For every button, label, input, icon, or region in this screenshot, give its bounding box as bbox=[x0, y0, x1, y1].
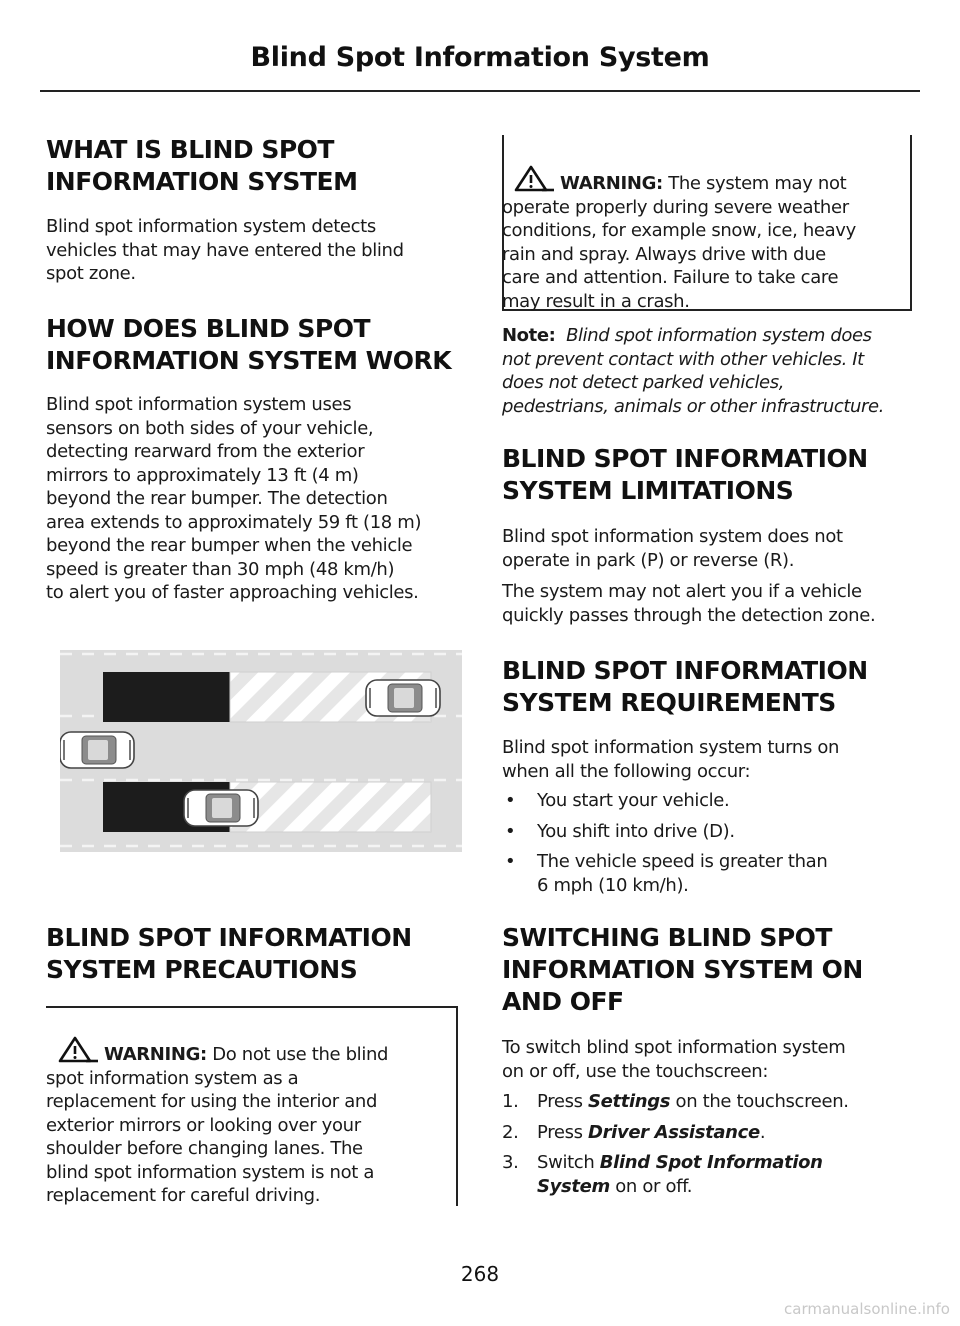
requirements-list bbox=[502, 789, 918, 904]
warning-text-right: WARNING: The system may not operate properly during severe weather conditions, for example snow, ice, heavy rain and spray. Always drive with due care and attention. Failure to take care may result in a crash. bbox=[502, 165, 910, 313]
step-2: 2. Press Driver Assistance. bbox=[502, 1121, 766, 1143]
warning-box-left bbox=[46, 1006, 458, 1206]
switching-steps bbox=[502, 1090, 918, 1205]
warning-right-rule bbox=[910, 135, 912, 311]
car-in-blind-spot-lower bbox=[184, 790, 258, 826]
heading-switching: SWITCHING BLIND SPOT INFORMATION SYSTEM ON AND OFF bbox=[502, 923, 863, 1016]
heading-requirements: BLIND SPOT INFORMATION SYSTEM REQUIREMENTS bbox=[502, 656, 868, 717]
host-vehicle bbox=[60, 732, 134, 768]
warning-top-rule bbox=[46, 1006, 458, 1008]
heading-precautions: BLIND SPOT INFORMATION SYSTEM PRECAUTIONS bbox=[46, 923, 412, 984]
heading-limitations: BLIND SPOT INFORMATION SYSTEM LIMITATIONS bbox=[502, 444, 868, 505]
warning-box-right bbox=[502, 135, 912, 311]
step-1: 1. Press Settings on the touchscreen. bbox=[502, 1091, 849, 1112]
list-item: • The vehicle speed is greater than 6 mph (10 km/h). bbox=[505, 851, 828, 896]
warning-text-left: WARNING: Do not use the blind spot information system as a replacement for using the interior and exterior mirrors or looking over your shoulder before changing lanes. The blind spot information system is not a replacement for careful driving. bbox=[46, 1036, 456, 1208]
paragraph-switching: To switch blind spot information system on or off, use the touchscreen: bbox=[502, 1037, 846, 1082]
paragraph-limitations-2: The system may not alert you if a vehicle quickly passes through the detection zone. bbox=[502, 581, 876, 626]
paragraph-how-does: Blind spot information system uses sensors on both sides of your vehicle, detecting rearward from the exterior mirrors to approximately 13 ft (4 m) beyond the rear bumper. The detection area extends to approximately 59 ft (18 m) beyond the rear bumper when the vehicle speed is greater than 30 mph (48 km/h) to alert you of faster approaching vehicles. bbox=[46, 394, 422, 603]
warning-triangle-icon bbox=[514, 165, 554, 193]
page-number: 268 bbox=[460, 1262, 500, 1286]
heading-how-does: HOW DOES BLIND SPOT INFORMATION SYSTEM WORK bbox=[46, 314, 452, 375]
paragraph-what-is: Blind spot information system detects vehicles that may have entered the blind spot zone. bbox=[46, 216, 404, 284]
note: Note: Blind spot information system does not prevent contact with other vehicles. It does not detect parked vehicles, pedestrians, animals or other infrastructure. bbox=[502, 325, 884, 417]
blind-spot-zones-illustration bbox=[60, 650, 462, 852]
list-item: • You start your vehicle. bbox=[505, 790, 730, 811]
paragraph-limitations-1: Blind spot information system does not operate in park (P) or reverse (R). bbox=[502, 526, 843, 571]
approaching-car-upper bbox=[366, 680, 440, 716]
paragraph-requirements: Blind spot information system turns on when all the following occur: bbox=[502, 737, 840, 782]
near-zone-upper bbox=[103, 672, 230, 722]
step-3: 3. Switch Blind Spot Information System on or off. bbox=[502, 1152, 823, 1197]
heading-what-is: WHAT IS BLIND SPOT INFORMATION SYSTEM bbox=[46, 135, 358, 196]
warning-triangle-icon bbox=[58, 1036, 98, 1064]
warning-right-rule bbox=[456, 1006, 458, 1206]
list-item: • You shift into drive (D). bbox=[505, 820, 735, 842]
watermark: carmanualsonline.info bbox=[784, 1300, 950, 1318]
header-divider bbox=[40, 90, 920, 92]
extended-zone-lower bbox=[230, 782, 431, 832]
page-title: Blind Spot Information System bbox=[250, 42, 710, 73]
